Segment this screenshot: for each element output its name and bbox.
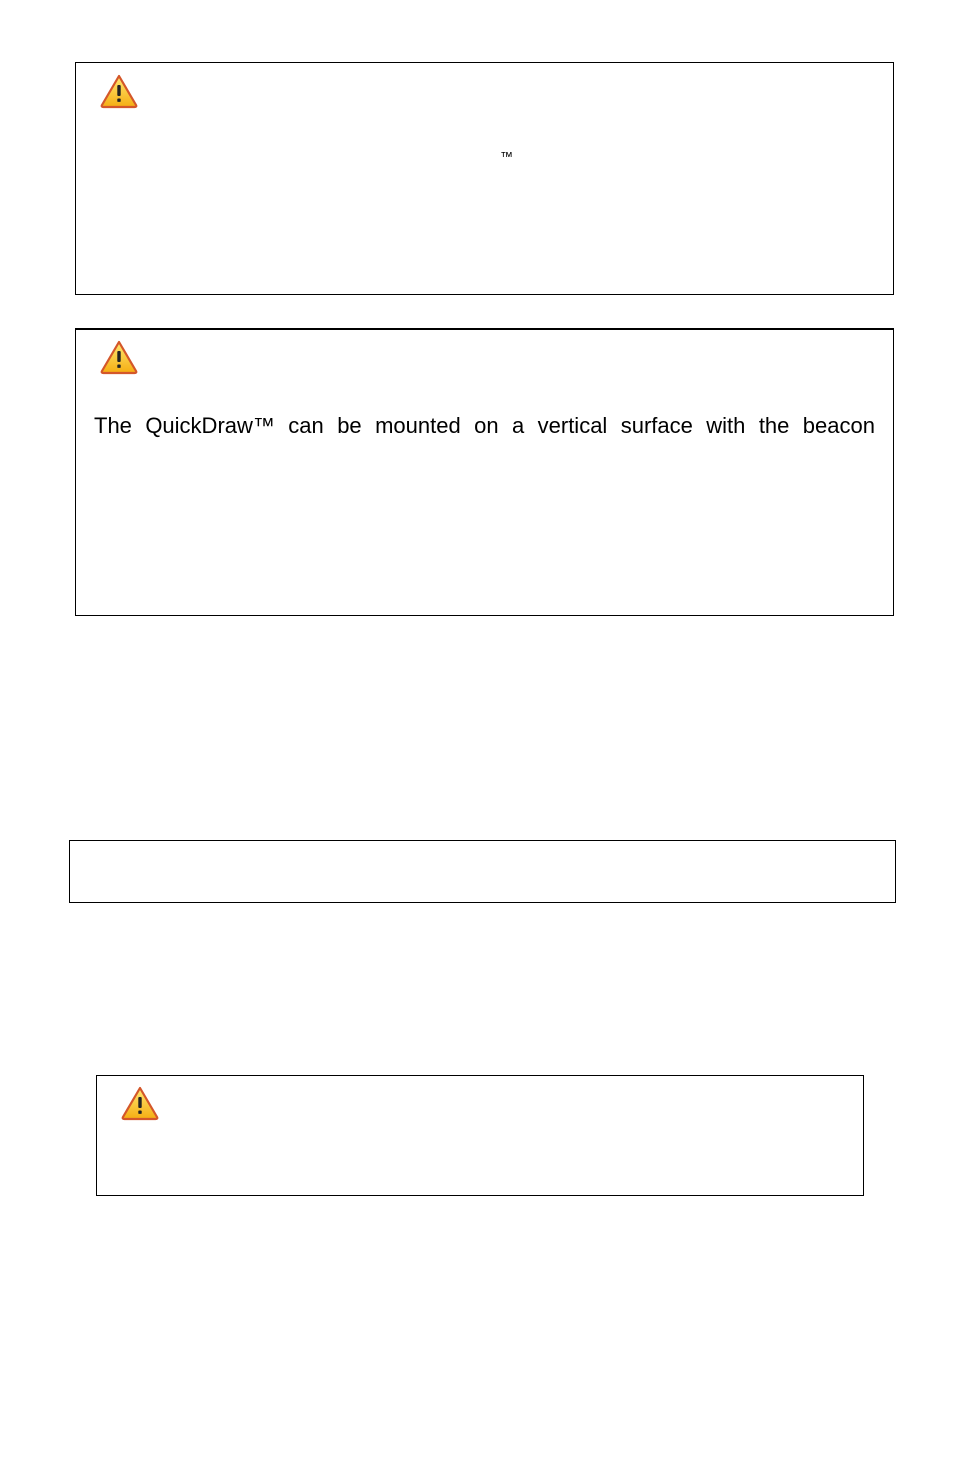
warning-triangle-icon	[120, 1085, 160, 1121]
caution-box-3	[96, 1075, 864, 1196]
trademark-symbol: ™	[500, 149, 513, 164]
warning-triangle-icon	[99, 339, 139, 375]
note-box	[69, 840, 896, 903]
caution-box-1	[75, 62, 894, 295]
warning-triangle-icon	[99, 73, 139, 109]
caution-text: The QuickDraw™ can be mounted on a vertical surface with the beacon	[94, 413, 875, 438]
caution-box-2	[75, 328, 894, 616]
